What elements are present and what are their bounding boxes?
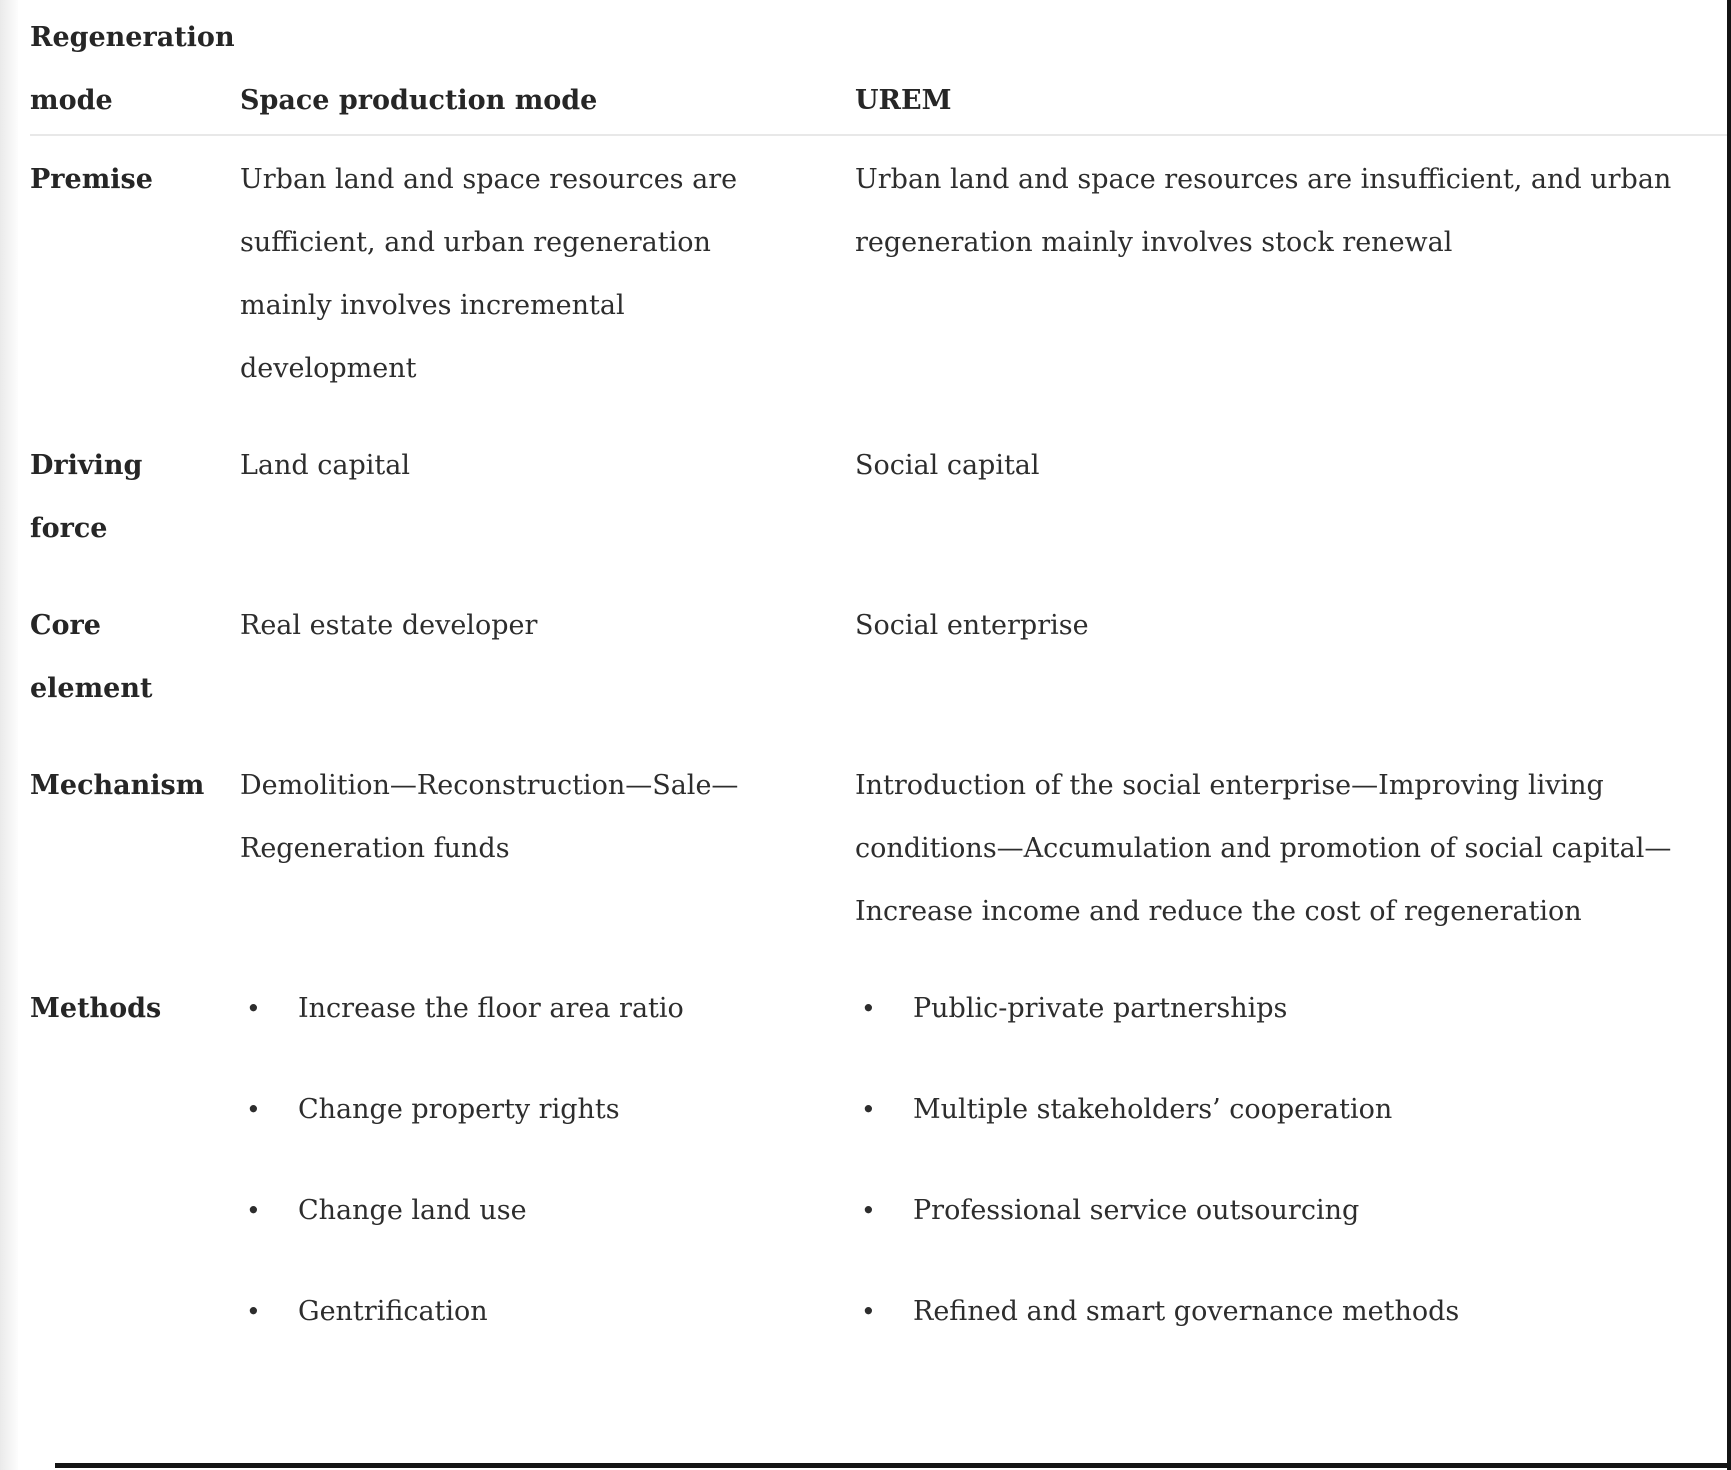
table-row-driving-force [30, 422, 1727, 582]
methods-urem-cell [855, 965, 1727, 1365]
method-text: Professional service outsourcing [913, 1195, 1360, 1226]
bullet-icon: • [861, 1095, 876, 1124]
method-text: Gentrification [298, 1296, 488, 1327]
row-label-driving-force: Driving force [30, 450, 143, 544]
header-regeneration-mode: Regeneration mode [30, 6, 240, 135]
core-element-space-production-cell: Real estate developer [240, 610, 538, 641]
list-item [240, 1179, 800, 1242]
core-element-urem-cell: Social enterprise [855, 610, 1089, 641]
premise-space-production-cell: Urban land and space resources are sufficient, and urban regeneration mainly involves incremental development [240, 164, 738, 384]
methods-space-production-cell [240, 965, 855, 1365]
list-item [855, 977, 1722, 1040]
bullet-icon: • [246, 1196, 261, 1225]
header-space-production-mode: Space production mode [240, 6, 855, 135]
bullet-icon: • [861, 1196, 876, 1225]
bullet-icon: • [246, 1297, 261, 1326]
table-row-mechanism [30, 742, 1727, 965]
row-label-methods: Methods [30, 993, 162, 1024]
premise-urem-cell: Urban land and space resources are insufficient, and urban regeneration mainly involves stock renewal [855, 164, 1672, 258]
row-label-premise: Premise [30, 164, 153, 195]
page-left-edge-gradient [0, 0, 18, 1470]
bullet-icon: • [861, 994, 876, 1023]
page-right-border [1727, 0, 1731, 1470]
regeneration-mode-comparison-table [30, 6, 1727, 1365]
mechanism-urem-cell: Introduction of the social enterprise—Improving living conditions—Accumulation and promotion of social capital—Increase income and reduce the cost of regeneration [855, 770, 1672, 927]
list-item [855, 1078, 1722, 1141]
methods-urem-list [855, 977, 1722, 1343]
method-text: Change property rights [298, 1094, 620, 1125]
table-row-core-element [30, 582, 1727, 742]
bullet-icon: • [246, 994, 261, 1023]
driving-force-urem-cell: Social capital [855, 450, 1040, 481]
bullet-icon: • [861, 1297, 876, 1326]
header-urem: UREM [855, 6, 1727, 135]
method-text: Increase the floor area ratio [298, 993, 684, 1024]
row-label-mechanism: Mechanism [30, 770, 205, 801]
table-header-row [30, 6, 1727, 135]
bullet-icon: • [246, 1095, 261, 1124]
row-label-core-element: Core element [30, 610, 153, 704]
list-item [240, 1280, 800, 1343]
list-item [855, 1179, 1722, 1242]
mechanism-space-production-cell: Demolition—Reconstruction—Sale—Regeneration funds [240, 770, 739, 864]
list-item [240, 977, 800, 1040]
page-bottom-border [55, 1463, 1731, 1468]
method-text: Public-private partnerships [913, 993, 1288, 1024]
list-item [240, 1078, 800, 1141]
driving-force-space-production-cell: Land capital [240, 450, 411, 481]
method-text: Multiple stakeholders’ cooperation [913, 1094, 1393, 1125]
table-row-premise [30, 135, 1727, 422]
method-text: Refined and smart governance methods [913, 1296, 1460, 1327]
method-text: Change land use [298, 1195, 527, 1226]
list-item [855, 1280, 1722, 1343]
methods-space-production-list [240, 977, 800, 1343]
table-row-methods [30, 965, 1727, 1365]
